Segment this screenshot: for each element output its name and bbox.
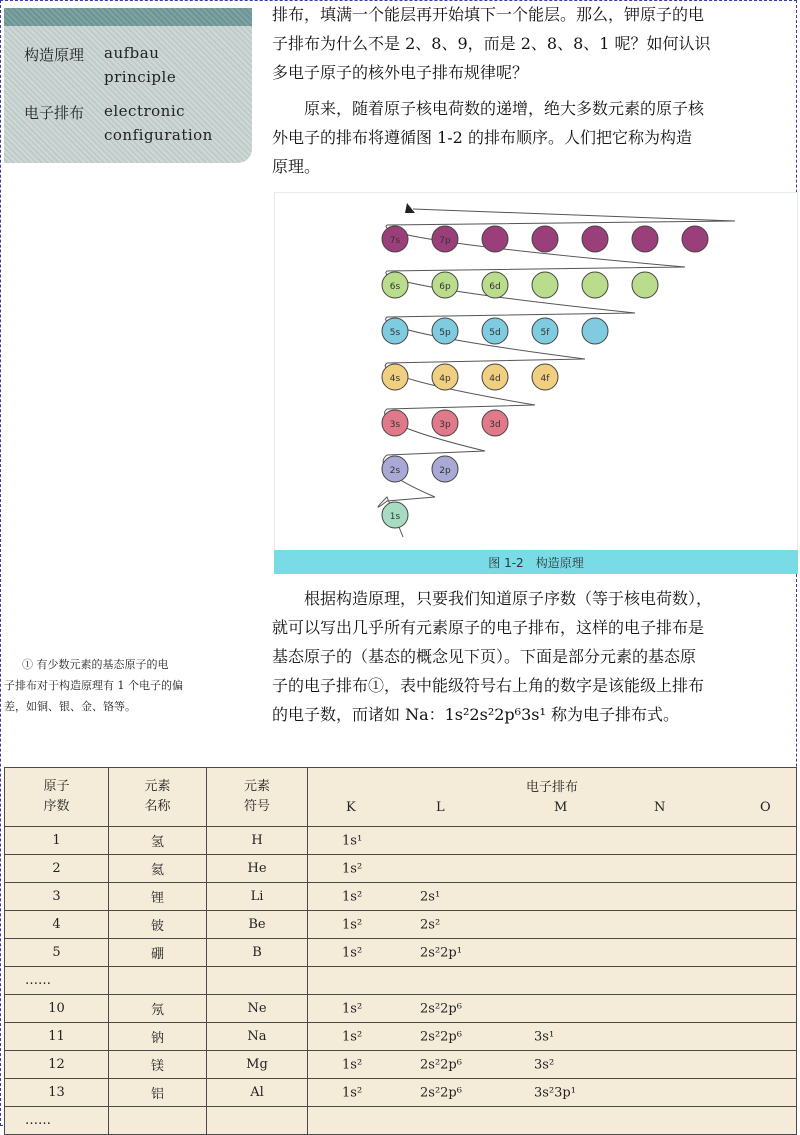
- shell-K-config: 1s²: [342, 1085, 363, 1100]
- atomic-number-cell: 11: [5, 1023, 109, 1051]
- orbital-blank: [632, 272, 658, 298]
- orbital-6d: [482, 272, 508, 298]
- shell-L-config: 2s²2p⁶: [420, 1057, 462, 1072]
- orbital-label: 3p: [439, 420, 451, 430]
- glossary-term-en: electronic: [104, 102, 186, 120]
- text-line: 就可以写出几乎所有元素原子的电子排布，这样的电子排布是: [272, 618, 705, 637]
- element-name-cell: [109, 967, 207, 995]
- element-symbol-cell: [207, 1107, 308, 1135]
- element-symbol-cell: He: [207, 855, 308, 883]
- atomic-number-cell: 2: [5, 855, 109, 883]
- orbital-label: 6d: [489, 282, 501, 292]
- header-text: 元素: [144, 779, 171, 794]
- shell-L-config: 2s¹: [420, 889, 441, 904]
- shell-header: K: [346, 800, 356, 815]
- orbital-label: 1s: [389, 512, 401, 522]
- orbital-label: 4f: [540, 374, 550, 384]
- header-element-symbol: [207, 768, 308, 827]
- orbital-2p: [432, 456, 458, 482]
- orbital-5p: [432, 318, 458, 344]
- element-symbol-cell: Na: [207, 1023, 308, 1051]
- atomic-number-cell: 13: [5, 1079, 109, 1107]
- table-row: [5, 855, 797, 883]
- text-line: 原理。: [272, 157, 321, 176]
- orbital-blank: [532, 272, 558, 298]
- table-row: [5, 883, 797, 911]
- configuration-cell: [308, 911, 797, 939]
- orbital-label: 5p: [439, 328, 451, 338]
- orbital-blank: [532, 226, 558, 252]
- orbital-label: 2p: [439, 466, 451, 476]
- table-row: [5, 1107, 797, 1135]
- element-name-cell: 铝: [109, 1079, 207, 1107]
- orbital-label: 5f: [540, 328, 550, 338]
- orbital-blank: [582, 318, 608, 344]
- footnote: [4, 654, 252, 717]
- configuration-cell: [308, 1079, 797, 1107]
- element-symbol-cell: Ne: [207, 995, 308, 1023]
- shell-header: L: [436, 800, 445, 815]
- configuration-cell: [308, 1051, 797, 1079]
- header-text: 原子: [43, 779, 70, 794]
- shell-L-config: 2s²2p⁶: [420, 1029, 462, 1044]
- shell-K-config: 1s²: [342, 1029, 363, 1044]
- paragraph-intro: [272, 0, 798, 87]
- orbital-2s: [382, 456, 408, 482]
- orbital-label: 5s: [389, 328, 401, 338]
- element-symbol-cell: B: [207, 939, 308, 967]
- shell-K-config: 1s²: [342, 889, 363, 904]
- element-name-cell: 氖: [109, 995, 207, 1023]
- shell-header: M: [554, 800, 568, 815]
- orbital-label: 4d: [489, 374, 501, 384]
- element-name-cell: 氢: [109, 827, 207, 855]
- text-line: 子的电子排布①，表中能级符号右上角的数字是该能级上排布: [272, 676, 705, 695]
- table-header-row: [5, 768, 797, 827]
- element-name-cell: 锂: [109, 883, 207, 911]
- table-row: [5, 967, 797, 995]
- glossary-header-bar: [4, 8, 252, 26]
- orbital-4d: [482, 364, 508, 390]
- table-row: [5, 1051, 797, 1079]
- header-text: 电子排布: [525, 780, 578, 795]
- header-text: 元素: [243, 779, 270, 794]
- header-text: 序数: [43, 799, 70, 814]
- paragraph-aufbau: [272, 94, 798, 181]
- atomic-number-cell: 10: [5, 995, 109, 1023]
- orbital-label: 3s: [389, 420, 401, 430]
- glossary-term-en: aufbau: [104, 44, 160, 62]
- orbital-5f: [532, 318, 558, 344]
- shell-header: O: [760, 800, 771, 815]
- text-line: 外电子的排布将遵循图 1-2 的排布顺序。人们把它称为构造: [272, 128, 692, 147]
- text-line: 基态原子的（基态的概念见下页）。下面是部分元素的基态原: [272, 647, 697, 666]
- configuration-cell: [308, 855, 797, 883]
- element-name-cell: 钠: [109, 1023, 207, 1051]
- shell-K-config: 1s²: [342, 917, 363, 932]
- configuration-cell: [308, 995, 797, 1023]
- orbital-6p: [432, 272, 458, 298]
- table-row: [5, 939, 797, 967]
- element-symbol-cell: H: [207, 827, 308, 855]
- atomic-number-cell: 5: [5, 939, 109, 967]
- text-line: 多电子原子的核外电子排布规律呢？: [272, 63, 529, 82]
- configuration-cell: [308, 967, 797, 995]
- shell-K-config: 1s²: [342, 945, 363, 960]
- orbital-label: 6s: [389, 282, 401, 292]
- element-name-cell: 氦: [109, 855, 207, 883]
- orbital-blank: [632, 226, 658, 252]
- footnote-line: ① 有少数元素的基态原子的电: [22, 658, 169, 671]
- configuration-cell: [308, 1023, 797, 1051]
- orbital-label: 2s: [389, 466, 401, 476]
- orbital-6s: [382, 272, 408, 298]
- header-text: 符号: [243, 799, 270, 814]
- orbital-label: 4s: [389, 374, 401, 384]
- figure-caption-bar: [274, 550, 798, 574]
- orbital-3p: [432, 410, 458, 436]
- configuration-cell: [308, 939, 797, 967]
- orbital-label: 3d: [489, 420, 501, 430]
- element-symbol-cell: Li: [207, 883, 308, 911]
- orbital-blank: [682, 226, 708, 252]
- atomic-number-cell: 4: [5, 911, 109, 939]
- table-row: [5, 911, 797, 939]
- orbital-5d: [482, 318, 508, 344]
- orbital-7p: [432, 226, 458, 252]
- table-row: [5, 827, 797, 855]
- element-symbol-cell: [207, 967, 308, 995]
- glossary-term-zh: 电子排布: [24, 104, 85, 122]
- table-row: [5, 995, 797, 1023]
- shell-M-config: 3s¹: [534, 1029, 555, 1044]
- orbital-label: 6p: [439, 282, 451, 292]
- shell-K-config: 1s¹: [342, 833, 363, 848]
- element-name-cell: [109, 1107, 207, 1135]
- electron-configuration-table: [4, 767, 797, 1135]
- figure-caption: 图 1-2 构造原理: [488, 556, 584, 570]
- header-text: 名称: [144, 799, 171, 814]
- atomic-number-cell: 12: [5, 1051, 109, 1079]
- configuration-cell: [308, 883, 797, 911]
- element-symbol-cell: Al: [207, 1079, 308, 1107]
- atomic-number-cell: 1: [5, 827, 109, 855]
- shell-M-config: 3s²3p¹: [534, 1085, 576, 1100]
- aufbau-diagram: [275, 193, 797, 551]
- glossary-term-zh: 构造原理: [24, 46, 85, 64]
- text-line: 子排布为什么不是 2、8、9，而是 2、8、8、1 呢？如何认识: [272, 34, 711, 53]
- table-row: [5, 1023, 797, 1051]
- text-line: 的电子数，而诸如 Na：1s²2s²2p⁶3s¹ 称为电子排布式。: [272, 705, 679, 724]
- paragraph-configuration: [272, 584, 798, 729]
- shell-L-config: 2s²2p⁶: [420, 1085, 462, 1100]
- orbital-1s: [382, 502, 408, 528]
- shell-L-config: 2s²2p⁶: [420, 1001, 462, 1016]
- element-symbol-cell: Mg: [207, 1051, 308, 1079]
- table-row: [5, 1079, 797, 1107]
- header-atomic-number: [5, 768, 109, 827]
- footnote-line: 差，如铜、银、金、铬等。: [4, 700, 136, 713]
- header-configuration: [308, 768, 797, 827]
- element-name-cell: 铍: [109, 911, 207, 939]
- orbital-blank: [482, 226, 508, 252]
- orbital-blank: [582, 226, 608, 252]
- shell-L-config: 2s²2p¹: [420, 945, 462, 960]
- arrow-head-icon: [405, 203, 415, 213]
- orbital-blank: [582, 272, 608, 298]
- orbital-label: 5d: [489, 328, 501, 338]
- orbital-7s: [382, 226, 408, 252]
- text-line: 根据构造原理，只要我们知道原子序数（等于核电荷数），: [304, 589, 713, 608]
- footnote-line: 子排布对于构造原理有 1 个电子的偏: [4, 679, 183, 692]
- orbital-4f: [532, 364, 558, 390]
- shell-M-config: 3s²: [534, 1057, 555, 1072]
- orbital-label: 7p: [439, 236, 451, 246]
- orbital-4s: [382, 364, 408, 390]
- orbital-3d: [482, 410, 508, 436]
- element-name-cell: 镁: [109, 1051, 207, 1079]
- orbital-5s: [382, 318, 408, 344]
- atomic-number-cell: ……: [5, 1107, 109, 1135]
- orbital-4p: [432, 364, 458, 390]
- aufbau-figure: [274, 192, 798, 574]
- text-line: 排布，填满一个能层再开始填下一个能层。那么，钾原子的电: [272, 5, 705, 24]
- shell-header: N: [654, 800, 666, 815]
- element-symbol-cell: Be: [207, 911, 308, 939]
- shell-L-config: 2s²: [420, 917, 441, 932]
- configuration-cell: [308, 1107, 797, 1135]
- atomic-number-cell: ……: [5, 967, 109, 995]
- orbital-3s: [382, 410, 408, 436]
- orbital-label: 4p: [439, 374, 451, 384]
- text-line: 原来，随着原子核电荷数的递增，绝大多数元素的原子核: [304, 99, 705, 118]
- orbital-label: 7s: [389, 236, 401, 246]
- shell-K-config: 1s²: [342, 1001, 363, 1016]
- element-name-cell: 硼: [109, 939, 207, 967]
- shell-K-config: 1s²: [342, 861, 363, 876]
- atomic-number-cell: 3: [5, 883, 109, 911]
- glossary-term-en: configuration: [104, 126, 213, 144]
- configuration-cell: [308, 827, 797, 855]
- shell-K-config: 1s²: [342, 1057, 363, 1072]
- glossary-term-en: principle: [104, 68, 177, 86]
- header-element-name: [109, 768, 207, 827]
